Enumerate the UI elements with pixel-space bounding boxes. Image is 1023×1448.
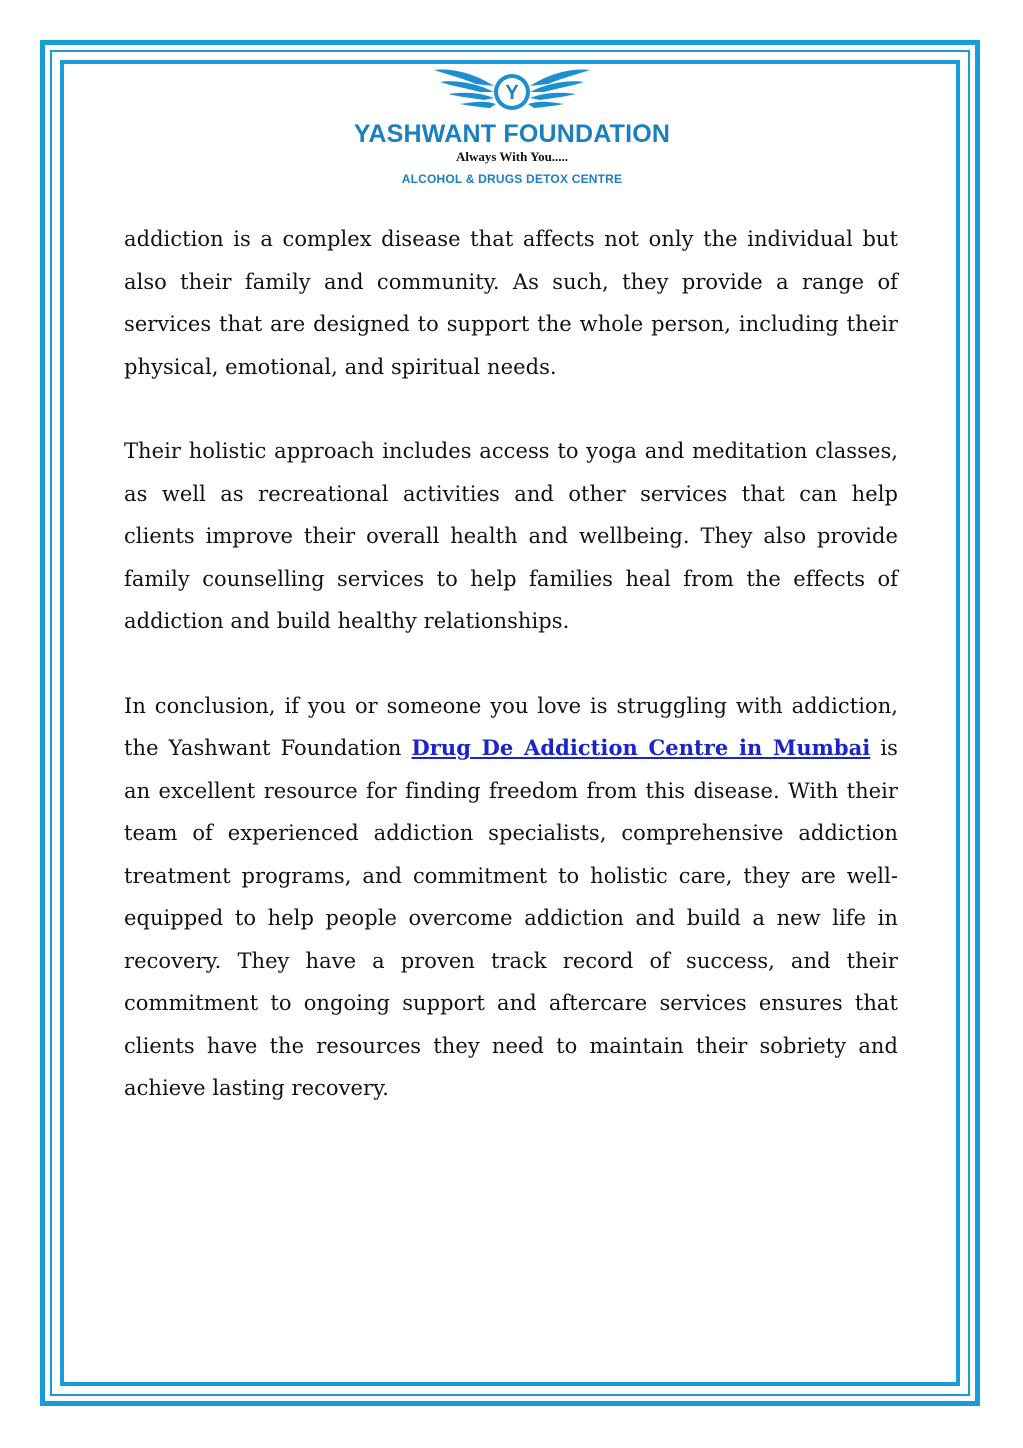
paragraph-3-intro: In conclusion, if you or someone you love is struggling with addiction, the Yashwant Foundation <box>124 693 898 760</box>
paragraph-3 <box>124 685 898 1110</box>
paragraph-3-rest: is an excellent resource for finding freedom from this disease. With their team of experienced addiction specialists, comprehensive addiction treatment programs, and commitment to holistic care, they are well-equipped to help people overcome addiction and build a new life in recovery. They have a proven track record of success, and their commitment to ongoing support and aftercare services ensures that clients have the resources they need to maintain their sobriety and achieve lasting recovery. <box>124 736 898 1100</box>
paragraph-2: Their holistic approach includes access to yoga and meditation classes, as well as recreational activities and other services that can help clients improve their overall health and wellbeing. They also provide family counselling services to help families heal from the effects of addiction and build healthy relationships. <box>124 439 898 633</box>
logo-subtitle: ALCOHOL & DRUGS DETOX CENTRE <box>401 172 623 186</box>
paragraph-1: addiction is a complex disease that affects not only the individual but also their family and community. As such, they provide a range of services that are designed to support the whole person, including their physical, emotional, and spiritual needs. <box>124 227 898 379</box>
foundation-logo <box>352 64 672 200</box>
winged-emblem-icon <box>432 64 592 118</box>
drug-de-addiction-centre-link[interactable]: Drug De Addiction Centre in Mumbai <box>411 735 871 760</box>
logo-tagline: Always With You..... <box>455 149 569 164</box>
article-body <box>124 218 898 1152</box>
emblem-letter: Y <box>505 82 519 104</box>
logo-name: YASHWANT FOUNDATION <box>353 120 671 148</box>
